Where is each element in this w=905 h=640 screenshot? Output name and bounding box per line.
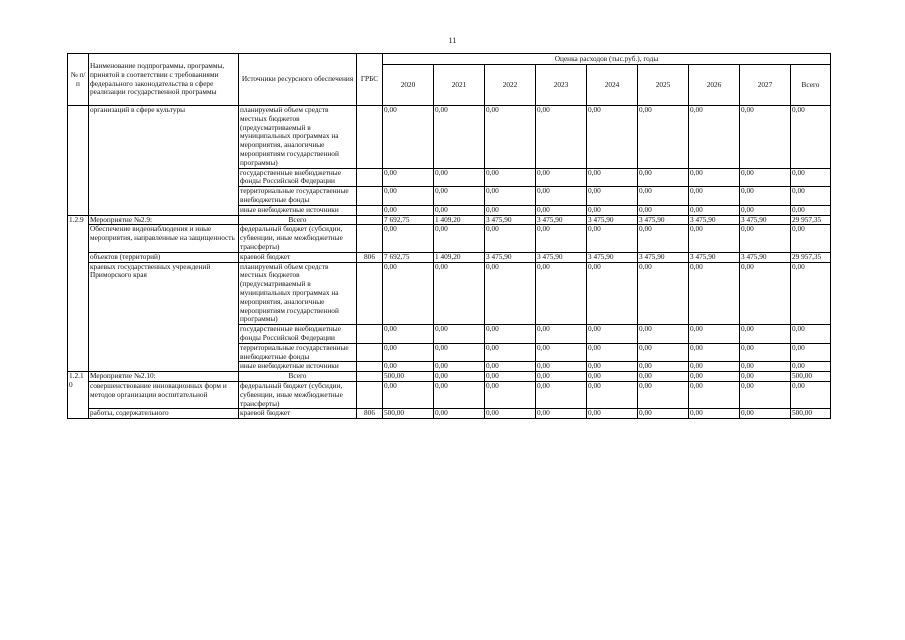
table-row: Обеспечение видеонаблюдения и иные мероприятия, направленные на защищенность федеральный бюджет (субсидии, субвенции, иные межбюджетные трансферты) 0,00 0,00 0,00 0,00 0,00 0,00 0,00 0,00 0,00 <box>68 225 831 252</box>
header-year: 2022 <box>485 65 536 106</box>
row-name: краевых государственных учреждений Приморского края <box>89 262 239 372</box>
row-num: 1.2.10 <box>68 372 89 419</box>
header-year: 2026 <box>689 65 740 106</box>
table-row: иные внебюджетные источники 0,00 0,00 0,00 0,00 0,00 0,00 0,00 0,00 0,00 <box>68 362 831 372</box>
header-name: Наименование подпрограммы, программы, принятой в соответствии с требованиями федерального законодательства в сфере реализации государственной программы <box>89 54 239 106</box>
row-source: федеральный бюджет (субсидии, субвенции, иные межбюджетные трансферты) <box>239 381 357 408</box>
table-row: краевых государственных учреждений Приморского края планируемый объем средств местных бюджетов (предусматриваемый в муниципальных программах на мероприятия, аналогичные мероприятиям государственной программы) 0,00 0,00 0,00 0,00 0,00 0,00 0,00 0,00 0,00 <box>68 262 831 325</box>
row-name-title: Мероприятие №2.10: <box>89 372 239 382</box>
table-row-total: 1.2.10 Мероприятие №2.10: Всего 500,00 0,00 0,00 0,00 0,00 0,00 0,00 0,00 500,00 <box>68 372 831 382</box>
row-source: планируемый объем средств местных бюджетов (предусматриваемый в муниципальных программах на мероприятия, аналогичные мероприятиям государственной программы) <box>239 262 357 325</box>
header-year: 2021 <box>434 65 485 106</box>
row-source: краевой бюджет <box>239 252 357 262</box>
page-number: 11 <box>448 36 457 45</box>
table-row: объектов (территорий) краевой бюджет 806 7 692,75 1 409,20 3 475,90 3 475,90 3 475,90 3 475,90 3 475,90 3 475,90 29 957,35 <box>68 252 831 262</box>
table-row: организаций в сфере культуры планируемый объем средств местных бюджетов (предусматриваемый в муниципальных программах на мероприятия, аналогичные мероприятиям государственной программы) 0,00 0,00 0,00 0,00 0,00 0,00 0,00 0,00 0,00 <box>68 106 831 169</box>
table-row: территориальные государственные внебюджетные фонды 0,00 0,00 0,00 0,00 0,00 0,00 0,00 0,00 0,00 <box>68 187 831 206</box>
header-year-total: Всего <box>791 65 831 106</box>
row-name: Обеспечение видеонаблюдения и иные мероприятия, направленные на защищенность <box>89 225 239 252</box>
header-num: № п/п <box>68 54 89 106</box>
row-source: иные внебюджетные источники <box>239 205 357 215</box>
row-source: федеральный бюджет (субсидии, субвенции, иные межбюджетные трансферты) <box>239 225 357 252</box>
row-grbs: 806 <box>357 409 383 419</box>
row-name: объектов (территорий) <box>89 252 239 262</box>
header-year: 2027 <box>740 65 791 106</box>
row-num <box>68 106 89 216</box>
table-row: иные внебюджетные источники 0,00 0,00 0,00 0,00 0,00 0,00 0,00 0,00 0,00 <box>68 205 831 215</box>
header-year: 2020 <box>383 65 434 106</box>
row-name: работы, содержательного <box>89 409 239 419</box>
expense-table <box>67 53 831 419</box>
header-year: 2023 <box>536 65 587 106</box>
row-grbs: 806 <box>357 252 383 262</box>
table-row: работы, содержательного краевой бюджет 806 500,00 0,00 0,00 0,00 0,00 0,00 0,00 0,00 500,00 <box>68 409 831 419</box>
row-source: краевой бюджет <box>239 409 357 419</box>
row-source-total: Всего <box>239 215 357 225</box>
row-source: территориальные государственные внебюджетные фонды <box>239 343 357 362</box>
table-row: совершенствование инновационных форм и методов организации воспитательной федеральный бюджет (субсидии, субвенции, иные межбюджетные трансферты) 0,00 0,00 0,00 0,00 0,00 0,00 0,00 0,00 0,00 <box>68 381 831 408</box>
header-row-1 <box>68 54 831 65</box>
header-grbs: ГРБС <box>357 54 383 106</box>
header-year: 2025 <box>638 65 689 106</box>
header-source: Источники ресурсного обеспечения <box>239 54 357 106</box>
header-estimate: Оценка расходов (тыс.руб.), годы <box>383 54 831 65</box>
row-source: территориальные государственные внебюджетные фонды <box>239 187 357 206</box>
row-source: планируемый объем средств местных бюджетов (предусматриваемый в муниципальных программах на мероприятия, аналогичные мероприятиям государственной программы) <box>239 106 357 169</box>
row-name: организаций в сфере культуры <box>89 106 239 216</box>
row-name: совершенствование инновационных форм и методов организации воспитательной <box>89 381 239 408</box>
header-year: 2024 <box>587 65 638 106</box>
table-row: государственные внебюджетные фонды Российской Федерации 0,00 0,00 0,00 0,00 0,00 0,00 0,00 0,00 0,00 <box>68 325 831 344</box>
row-num: 1.2.9 <box>68 215 89 372</box>
row-source: государственные внебюджетные фонды Российской Федерации <box>239 168 357 187</box>
row-name-title: Мероприятие №2.9: <box>89 215 239 225</box>
row-source-total: Всего <box>239 372 357 382</box>
table-row: территориальные государственные внебюджетные фонды 0,00 0,00 0,00 0,00 0,00 0,00 0,00 0,00 0,00 <box>68 343 831 362</box>
row-source: иные внебюджетные источники <box>239 362 357 372</box>
table-row-total: 1.2.9 Мероприятие №2.9: Всего 7 692,75 1 409,20 3 475,90 3 475,90 3 475,90 3 475,90 3 475,90 3 475,90 29 957,35 <box>68 215 831 225</box>
row-source: государственные внебюджетные фонды Российской Федерации <box>239 325 357 344</box>
row-grbs <box>357 106 383 169</box>
table-row: государственные внебюджетные фонды Российской Федерации 0,00 0,00 0,00 0,00 0,00 0,00 0,00 0,00 0,00 <box>68 168 831 187</box>
